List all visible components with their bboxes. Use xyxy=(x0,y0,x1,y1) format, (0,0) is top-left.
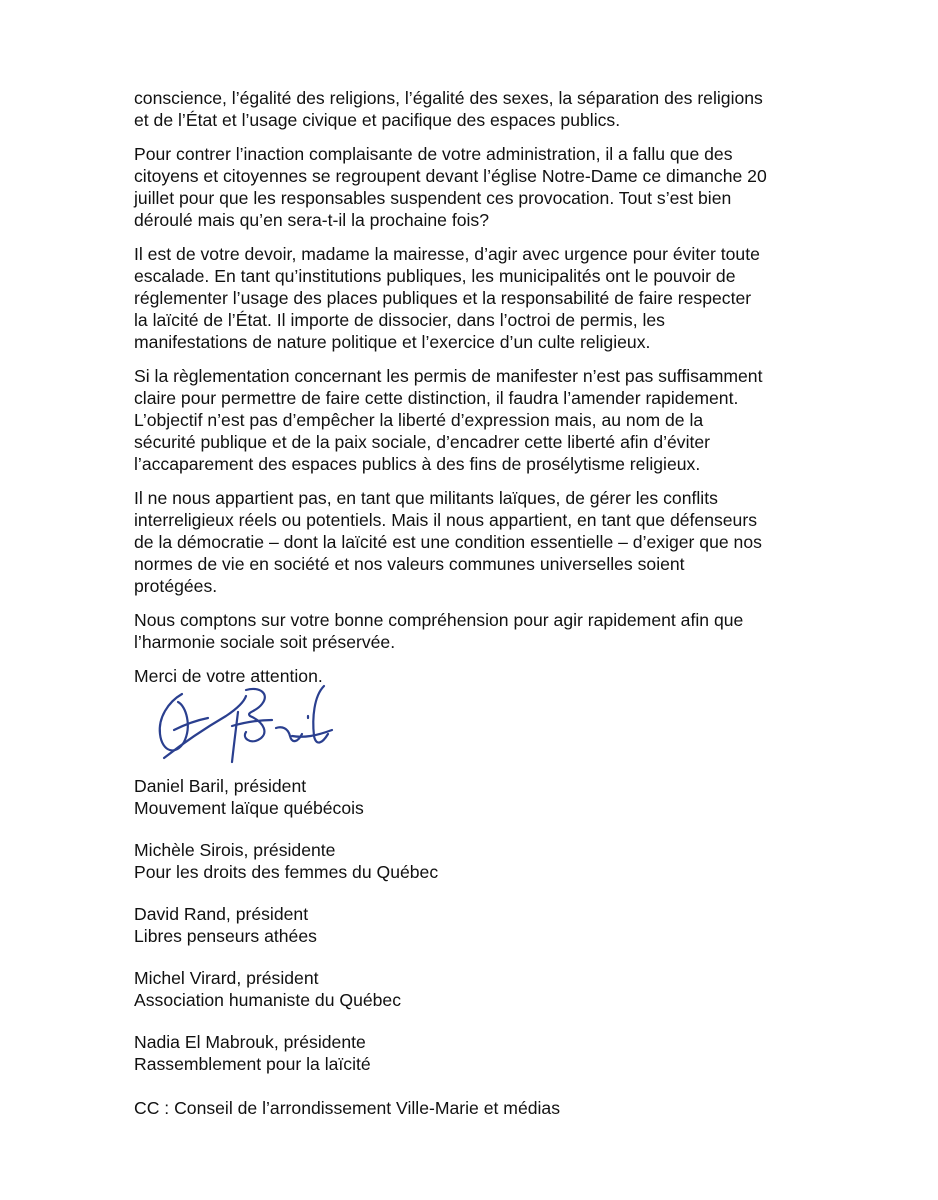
text-line: réglementer l’usage des places publiques et la responsabilité de faire respecter xyxy=(134,288,752,308)
text-line: Pour contrer l’inaction complaisante de votre administration, il a fallu que des xyxy=(134,144,733,164)
paragraph-3 xyxy=(134,243,814,353)
signer-name: Michèle Sirois, présidente xyxy=(134,840,336,860)
text-line: interreligieux réels ou potentiels. Mais il nous appartient, en tant que défenseurs xyxy=(134,510,757,530)
text-line: Il ne nous appartient pas, en tant que militants laïques, de gérer les conflits xyxy=(134,488,718,508)
signer-organization: Libres penseurs athées xyxy=(134,926,317,946)
text-line: déroulé mais qu’en sera-t-il la prochaine fois? xyxy=(134,210,489,230)
signer-organization: Rassemblement pour la laïcité xyxy=(134,1054,371,1074)
text-line: manifestations de nature politique et l’exercice d’un culte religieux. xyxy=(134,332,651,352)
text-line: Nous comptons sur votre bonne compréhension pour agir rapidement afin que xyxy=(134,610,744,630)
signature-stroke xyxy=(276,727,302,741)
signer-organization: Association humaniste du Québec xyxy=(134,990,401,1010)
paragraph-2 xyxy=(134,143,814,231)
text-line: Merci de votre attention. xyxy=(134,666,323,686)
signature-stroke xyxy=(245,689,265,741)
text-line: claire pour permettre de faire cette distinction, il faudra l’amender rapidement. xyxy=(134,388,739,408)
text-line: et de l’État et l’usage civique et pacifique des espaces publics. xyxy=(134,110,621,130)
handwritten-signature xyxy=(142,672,372,770)
text-line: normes de vie en société et nos valeurs communes universelles soient xyxy=(134,554,685,574)
signer-block xyxy=(134,775,814,819)
cc-line: CC : Conseil de l’arrondissement Ville-Marie et médias xyxy=(134,1098,561,1118)
text-line: de la démocratie – dont la laïcité est une condition essentielle – d’exiger que nos xyxy=(134,532,762,552)
paragraph-4 xyxy=(134,365,814,475)
letter-body xyxy=(134,87,814,699)
signer-block xyxy=(134,1031,814,1075)
signer-name: David Rand, président xyxy=(134,904,309,924)
signer-block xyxy=(134,903,814,947)
signature-stroke xyxy=(232,712,238,762)
text-line: Si la règlementation concernant les permis de manifester n’est pas suffisamment xyxy=(134,366,763,386)
signer-block xyxy=(134,839,814,883)
text-line: Il est de votre devoir, madame la mairesse, d’agir avec urgence pour éviter toute xyxy=(134,244,760,264)
paragraph-6 xyxy=(134,609,814,653)
signer-block xyxy=(134,967,814,1011)
paragraph-5 xyxy=(134,487,814,597)
text-line: sécurité publique et de la paix sociale, d’encadrer cette liberté afin d’éviter xyxy=(134,432,711,452)
text-line: citoyens et citoyennes se regroupent devant l’église Notre-Dame ce dimanche 20 xyxy=(134,166,767,186)
signers-list xyxy=(134,775,814,1095)
text-line: protégées. xyxy=(134,576,218,596)
signer-name: Nadia El Mabrouk, présidente xyxy=(134,1032,366,1052)
signer-name: Daniel Baril, président xyxy=(134,776,307,796)
text-line: la laïcité de l’État. Il importe de dissocier, dans l’octroi de permis, les xyxy=(134,310,665,330)
text-line: L’objectif n’est pas d’empêcher la liberté d’expression mais, au nom de la xyxy=(134,410,704,430)
text-line: l’accaparement des espaces publics à des fins de prosélytisme religieux. xyxy=(134,454,701,474)
text-line: conscience, l’égalité des religions, l’égalité des sexes, la séparation des religions xyxy=(134,88,763,108)
text-line: juillet pour que les responsables suspendent ces provocation. Tout s’est bien xyxy=(134,188,732,208)
signer-organization: Mouvement laïque québécois xyxy=(134,798,364,818)
signer-name: Michel Virard, président xyxy=(134,968,319,988)
signature-strokes xyxy=(160,686,332,762)
text-line: escalade. En tant qu’institutions publiques, les municipalités ont le pouvoir de xyxy=(134,266,736,286)
text-line: l’harmonie sociale soit préservée. xyxy=(134,632,396,652)
signer-organization: Pour les droits des femmes du Québec xyxy=(134,862,439,882)
paragraph-1 xyxy=(134,87,814,131)
